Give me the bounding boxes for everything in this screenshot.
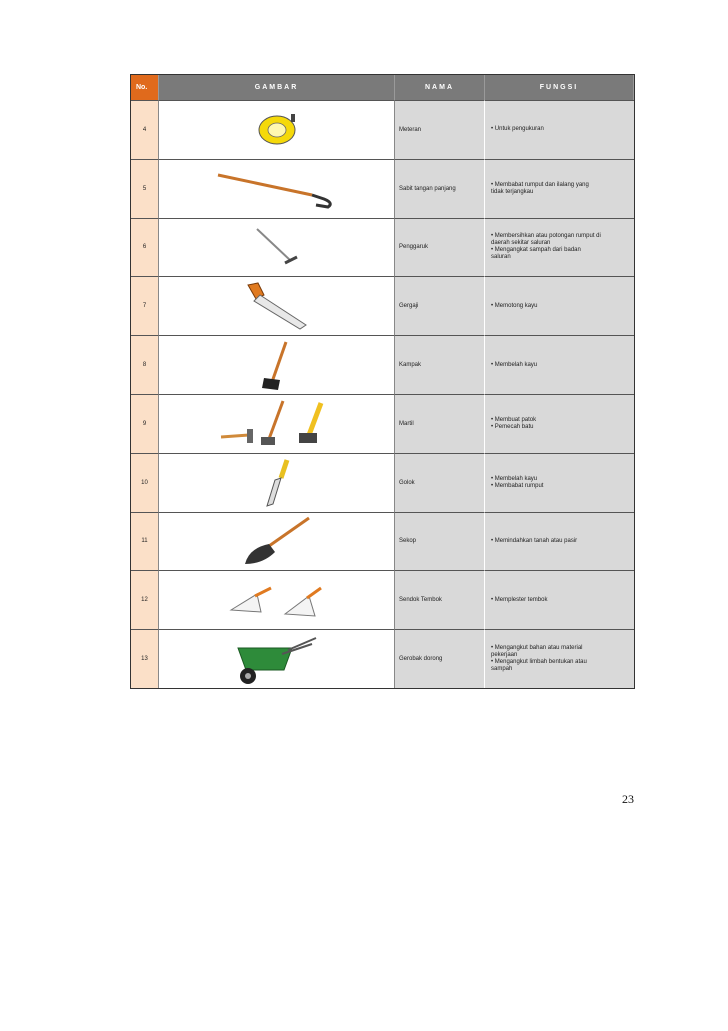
function-line: pekerjaan	[491, 652, 518, 659]
row-number: 7	[131, 276, 159, 335]
tool-image	[159, 276, 395, 335]
tool-image	[159, 453, 395, 512]
row-number: 10	[131, 453, 159, 512]
wheelbarrow-icon	[232, 632, 322, 686]
tool-function	[485, 453, 634, 512]
page-number: 23	[622, 792, 634, 806]
tool-name: Sendok Tembok	[395, 570, 485, 629]
function-line: • Memotong kayu	[491, 302, 538, 309]
function-line: sampah	[491, 666, 513, 673]
header-no: No.	[131, 75, 159, 100]
tool-function	[485, 100, 634, 159]
hammers-icon	[217, 397, 337, 451]
tool-name: Meteran	[395, 100, 485, 159]
function-line: • Mengangkat sampah dari badan	[491, 247, 581, 254]
tool-function	[485, 629, 634, 688]
tool-name: Penggaruk	[395, 218, 485, 277]
function-line: • Membelah kayu	[491, 361, 538, 368]
tape-measure-icon	[247, 110, 307, 150]
function-line: • Memindahkan tanah atau pasir	[491, 537, 578, 544]
tool-image	[159, 159, 395, 218]
tool-function	[485, 394, 634, 453]
trowel-icon	[227, 580, 327, 620]
row-number: 4	[131, 100, 159, 159]
tools-table	[130, 74, 635, 689]
tool-image	[159, 218, 395, 277]
row-number: 13	[131, 629, 159, 688]
rake-icon	[247, 225, 307, 269]
tool-image	[159, 629, 395, 688]
saw-icon	[242, 281, 312, 331]
function-line: tidak terjangkau	[491, 188, 534, 195]
row-number: 5	[131, 159, 159, 218]
function-line: • Memplester tembok	[491, 596, 548, 603]
tool-name: Gerobak dorong	[395, 629, 485, 688]
function-line: • Membuat patok	[491, 416, 537, 423]
function-line: • Membabat rumput	[491, 482, 544, 489]
function-line: daerah sekitar saluran	[491, 240, 551, 247]
row-number: 12	[131, 570, 159, 629]
function-line: • Untuk pengukuran	[491, 126, 544, 133]
long-sickle-icon	[212, 169, 342, 209]
tool-name: Sabit tangan panjang	[395, 159, 485, 218]
tool-function	[485, 570, 634, 629]
function-line: • Pemecah batu	[491, 423, 534, 430]
tool-function	[485, 276, 634, 335]
row-number: 8	[131, 335, 159, 394]
function-line: • Mengangkut bahan atau material	[491, 645, 583, 652]
tool-image	[159, 512, 395, 571]
tool-image	[159, 100, 395, 159]
header-gambar: GAMBAR	[159, 75, 395, 100]
function-line: • Membabat rumput dan ilalang yang	[491, 181, 589, 188]
function-line: saluran	[491, 254, 511, 261]
tool-function	[485, 335, 634, 394]
axe-icon	[252, 338, 302, 392]
tool-image	[159, 570, 395, 629]
tool-image	[159, 394, 395, 453]
header-fungsi: FUNGSI	[485, 75, 634, 100]
row-number: 11	[131, 512, 159, 571]
tool-function	[485, 512, 634, 571]
row-number: 6	[131, 218, 159, 277]
tool-function	[485, 218, 634, 277]
machete-icon	[257, 456, 297, 510]
tool-name: Martil	[395, 394, 485, 453]
tool-image	[159, 335, 395, 394]
row-number: 9	[131, 394, 159, 453]
tool-name: Golok	[395, 453, 485, 512]
tool-name: Kampak	[395, 335, 485, 394]
tool-name: Gergaji	[395, 276, 485, 335]
tool-name: Sekop	[395, 512, 485, 571]
shovel-icon	[239, 514, 315, 568]
function-line: • Mengangkut limbah bentukan atau	[491, 659, 587, 666]
function-line: • Membelah kayu	[491, 475, 538, 482]
header-nama: NAMA	[395, 75, 485, 100]
tool-function	[485, 159, 634, 218]
function-line: • Membersihkan atau potongan rumput di	[491, 233, 601, 240]
